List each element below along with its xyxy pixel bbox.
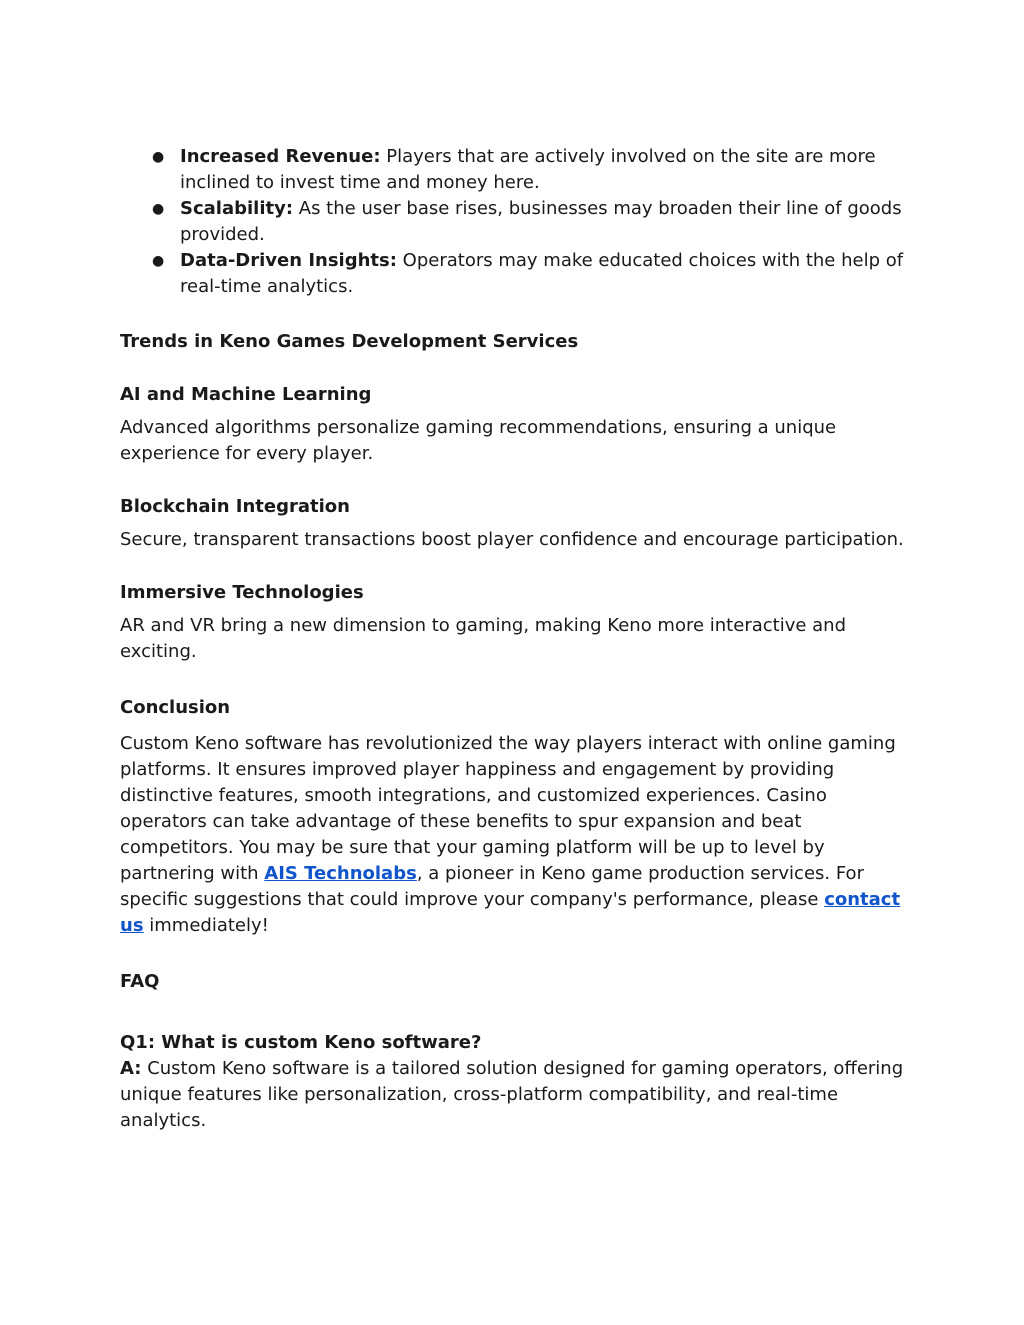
trend-heading-immersive: Immersive Technologies [120, 582, 364, 603]
benefit-text: Players that are actively involved on the site are more inclined to invest time and money here. [180, 146, 876, 193]
bullet-icon: ● [152, 253, 165, 269]
ais-technolabs-link[interactable]: AIS Technolabs [264, 863, 417, 884]
conclusion-text-start: Custom Keno software has revolutionized the way players interact with online gaming platforms. It ensures improved player happiness and engagement by providing distinctive features, smooth integrations, and customized experiences. Casino operators can take advantage of these benefits to spur expansion and beat competitors. You may be sure that your gaming platform will be up to level by partnering with [120, 733, 896, 884]
benefit-label: Data-Driven Insights: [180, 250, 397, 271]
trend-heading-blockchain: Blockchain Integration [120, 496, 350, 517]
faq-heading: FAQ [120, 971, 160, 992]
contact-us-link[interactable]: contact us [120, 889, 901, 936]
document-page [120, 144, 910, 1134]
faq-answer-label: A: [120, 1058, 142, 1079]
trend-heading-ai: AI and Machine Learning [120, 384, 372, 405]
conclusion-text-middle: , a pioneer in Keno game production services. For specific suggestions that could improve your company's performance, please [120, 863, 864, 910]
conclusion-heading: Conclusion [120, 697, 231, 718]
benefit-label: Increased Revenue: [180, 146, 381, 167]
trends-title: Trends in Keno Games Development Services [120, 331, 579, 352]
list-item [120, 144, 910, 196]
bullet-icon: ● [152, 149, 165, 165]
benefit-text: As the user base rises, businesses may broaden their line of goods provided. [180, 198, 902, 245]
list-item [120, 196, 910, 248]
trend-text-blockchain: Secure, transparent transactions boost player confidence and encourage participation. [120, 529, 904, 550]
bullet-icon: ● [152, 201, 165, 217]
list-item [120, 248, 910, 300]
benefit-text: Operators may make educated choices with the help of real-time analytics. [180, 250, 904, 297]
faq-answer-text: Custom Keno software is a tailored solution designed for gaming operators, offering unique features like personalization, cross-platform compatibility, and real-time analytics. [120, 1058, 904, 1131]
faq-answer [120, 1056, 910, 1134]
benefits-list [120, 144, 910, 300]
conclusion-text-end: immediately! [143, 915, 269, 936]
trend-text-ai: Advanced algorithms personalize gaming recommendations, ensuring a unique experience for every player. [120, 417, 837, 464]
faq-question: Q1: What is custom Keno software? [120, 1032, 482, 1053]
conclusion-text [120, 731, 910, 939]
trend-text-immersive: AR and VR bring a new dimension to gaming, making Keno more interactive and exciting. [120, 615, 847, 662]
benefit-label: Scalability: [180, 198, 294, 219]
